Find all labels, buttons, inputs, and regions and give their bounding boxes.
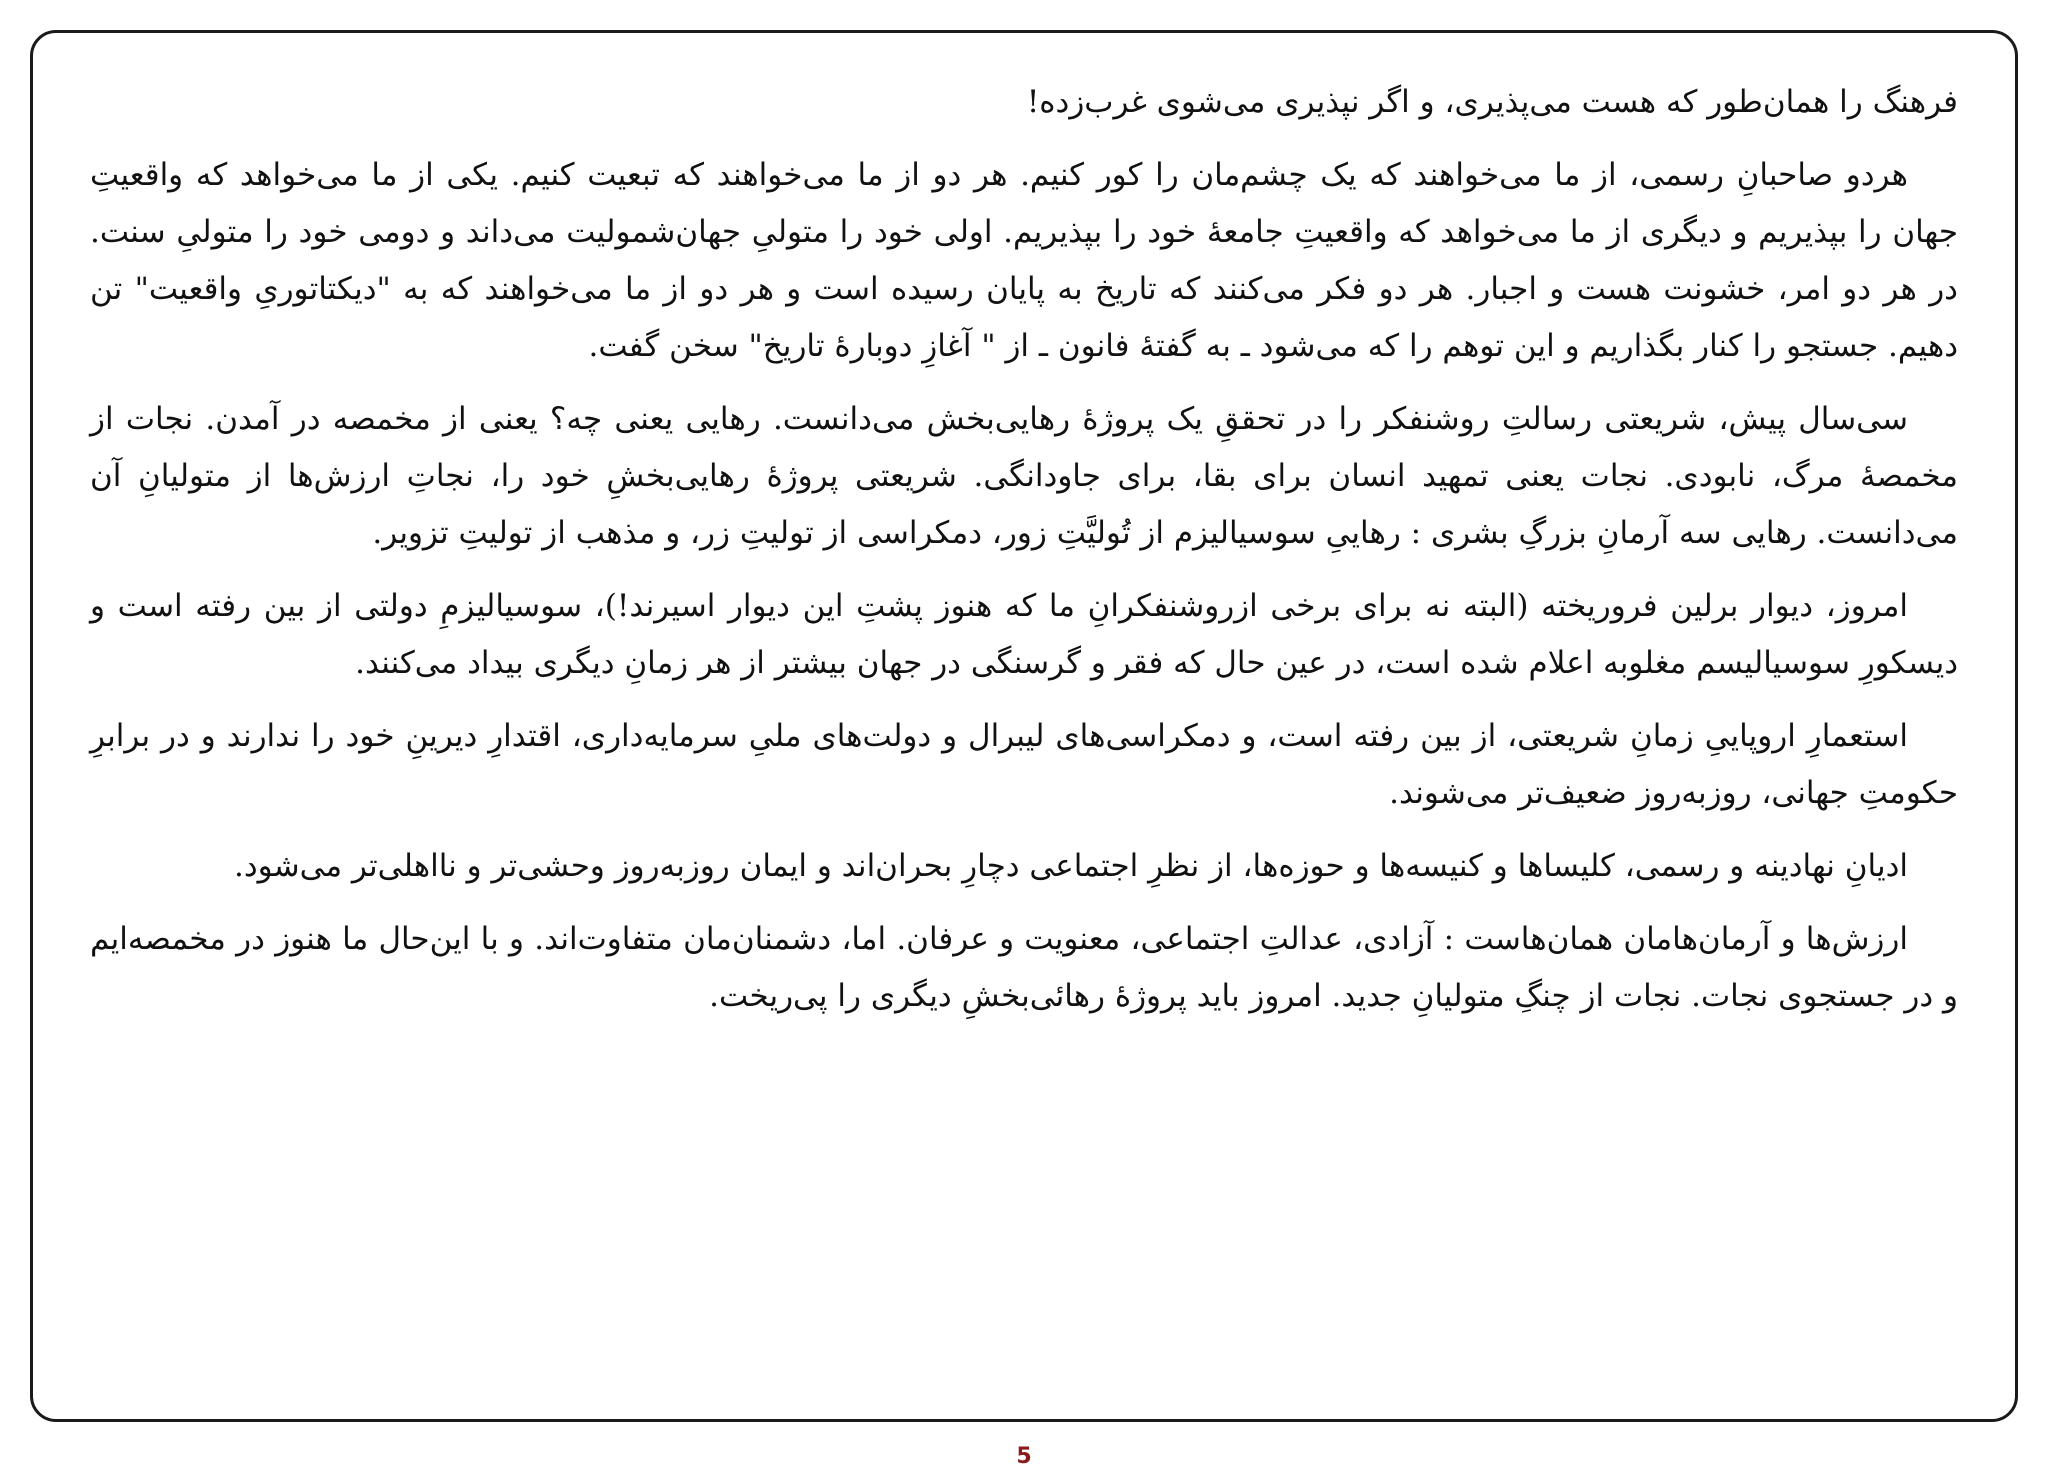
page-number: 5 [1016,1444,1032,1469]
paragraph-5: استعمارِ اروپاییِ زمانِ شریعتی، از بین رفته است، و دمکراسی‌های لیبرال و دولت‌های ملیِ سرمایه‌داری، اقتدارِ دیرینِ خود را ندارند و در برابرِ حکومتِ جهانی، روزبه‌روز ضعیف‌تر می‌شوند. [90,718,1958,811]
paragraph-1: فرهنگ را همان‌طور که هست می‌پذیری، و اگر نپذیری می‌شوی غرب‌زده! [1026,84,1958,120]
paragraph-7: ارزش‌ها و آرمان‌هامان همان‌هاست : آزادی، عدالتِ اجتماعی، معنویت و عرفان. اما، دشمنان‌مان متفاوت‌اند. و با این‌حال ما هنوز در مخمصه‌ایم و در جستجوی نجات. نجات از چنگِ متولیانِ جدید. امروز باید پروژهٔ رهائی‌بخشِ دیگری را پی‌ریخت. [90,921,1958,1014]
paragraph-4: امروز، دیوار برلین فروریخته (البته نه برای برخی ازروشنفکرانِ ما که هنوز پشتِ این دیوار اسیرند!)، سوسیالیزمِ دولتی از بین رفته است و دیسکورِ سوسیالیسم مغلوبه اعلام شده است، در عین حال که فقر و گرسنگی در جهان بیشتر از هر زمانِ دیگری بیداد می‌کنند. [90,588,1958,681]
text-body [90,74,1958,1041]
paragraph-2: هردو صاحبانِ رسمی، از ما می‌خواهند که یک چشم‌مان را کور کنیم. هر دو از ما می‌خواهند که تبعیت کنیم. یکی از ما می‌خواهد که واقعیتِ جهان را بپذیریم و دیگری از ما می‌خواهد که واقعیتِ جامعهٔ خود را بپذیریم. اولی خود را متولیِ جهان‌شمولیت می‌داند و دومی خود را متولیِ سنت. در هر دو امر، خشونت هست و اجبار. هر دو فکر می‌کنند که تاریخ به پایان رسیده است و هر دو از ما می‌خواهند که به "دیکتاتوریِ واقعیت" تن دهیم. جستجو را کنار بگذاریم و این توهم را که می‌شود ـ به گفتهٔ فانون ـ از " آغازِ دوبارهٔ تاریخ" سخن گفت. [90,157,1958,364]
paragraph-3: سی‌سال پیش، شریعتی رسالتِ روشنفکر را در تحققِ یک پروژهٔ رهایی‌بخش می‌دانست. رهایی یعنی چه؟ یعنی از مخمصه در آمدن. نجات از مخمصهٔ مرگ، نابودی. نجات یعنی تمهید انسان برای بقا، برای جاودانگی. شریعتی پروژهٔ رهایی‌بخشِ خود را، نجاتِ ارزش‌ها از متولیانِ آن می‌دانست. رهایی سه آرمانِ بزرگِ بشری : رهاییِ سوسیالیزم از تُولیَّتِ زور، دمکراسی از تولیتِ زر، و مذهب از تولیتِ تزویر. [90,401,1958,551]
paragraph-6: ادیانِ نهادینه و رسمی، کلیساها و کنیسه‌ها و حوزه‌ها، از نظرِ اجتماعی دچارِ بحران‌اند و ایمان روزبه‌روز وحشی‌تر و نااهلی‌تر می‌شود. [233,848,1908,884]
